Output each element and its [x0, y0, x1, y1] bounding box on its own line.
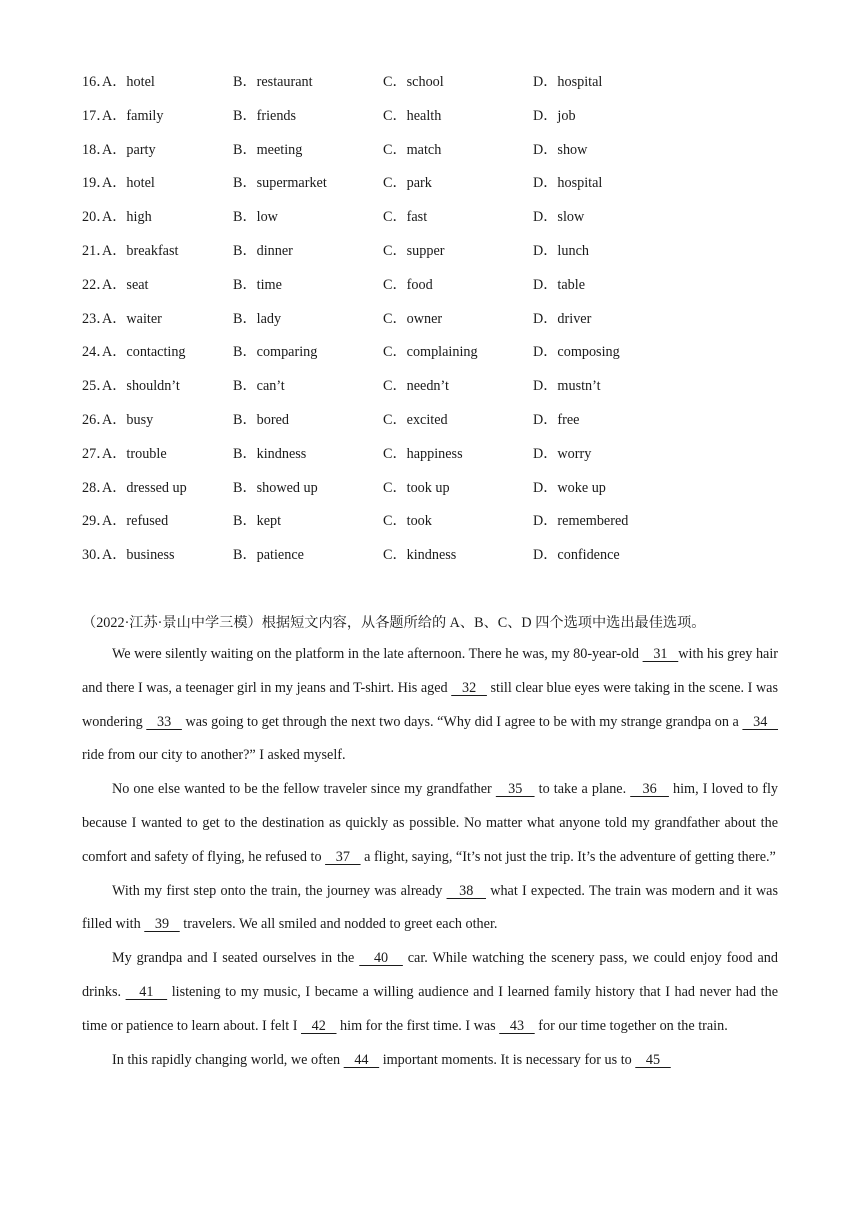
option-b: B．time	[233, 276, 282, 293]
blank-number: 31	[642, 646, 679, 662]
option-b: B．restaurant	[233, 74, 313, 90]
option-c: C．happiness	[383, 445, 463, 462]
option-c: C．match	[383, 141, 442, 158]
blank-number: 39	[144, 916, 180, 933]
text-segment: We were silently waiting on the platform in the late afternoon. There he was, my 80-year-old	[112, 646, 643, 662]
text-segment: what I expected. The train was modern and it was filled with	[82, 882, 779, 933]
question-number: 18．	[82, 141, 111, 158]
option-a: A．seat	[102, 276, 149, 293]
text-segment: ride from our city to another?” I asked myself.	[82, 747, 346, 764]
blank-number: 44	[343, 1051, 380, 1068]
text-segment: In this rapidly changing world, we often	[112, 1051, 344, 1068]
question-number: 26．	[82, 411, 111, 428]
question-row	[82, 309, 782, 343]
option-b: B．comparing	[233, 344, 318, 361]
text-segment: With my first step onto the train, the journey was already	[112, 882, 447, 899]
option-d: D．hospital	[533, 74, 603, 90]
question-row	[82, 511, 782, 545]
option-a: A．breakfast	[102, 242, 179, 259]
option-a: A．hotel	[102, 175, 155, 192]
text-segment: listening to my music, I became a willing audience and I learned family history that I had never had the time or patience to learn about. I felt I	[82, 983, 779, 1034]
option-b: B．kept	[233, 513, 282, 530]
option-b: B．friends	[233, 107, 297, 124]
question-row	[82, 478, 782, 512]
option-d: D．worry	[533, 445, 592, 462]
option-c: C．supper	[383, 242, 445, 259]
question-number: 29．	[82, 513, 111, 530]
option-c: C．park	[383, 175, 432, 192]
option-c: C．kindness	[383, 547, 457, 564]
text-segment: No one else wanted to be the fellow traveler since my grandfather	[112, 781, 496, 798]
blank-number: 40	[359, 950, 403, 967]
question-number: 21．	[82, 242, 111, 259]
text-segment: him, I loved to fly because I wanted to get to the destination as quickly as possible. No matter what anyone told my grandfather about the comfort and safety of flying, he refused to	[82, 781, 779, 865]
question-row	[82, 140, 782, 174]
option-c: C．needn’t	[383, 378, 449, 395]
option-b: B．can’t	[233, 378, 285, 395]
blank-number: 45	[635, 1051, 671, 1068]
blank-number: 36	[630, 781, 669, 798]
option-a: A．hotel	[102, 74, 155, 90]
option-a: A．refused	[102, 513, 169, 530]
option-c: C．took up	[383, 479, 450, 496]
question-row	[82, 72, 782, 106]
option-c: C．fast	[383, 209, 428, 226]
option-a: A．contacting	[102, 344, 186, 361]
question-number: 20．	[82, 209, 111, 226]
question-row	[82, 275, 782, 309]
blank-number: 41	[125, 983, 168, 1000]
option-b: B．showed up	[233, 479, 318, 496]
option-d: D．show	[533, 141, 588, 158]
option-b: B．dinner	[233, 242, 293, 259]
option-d: D．hospital	[533, 175, 603, 192]
question-row	[82, 241, 782, 275]
option-d: D．mustn’t	[533, 378, 601, 395]
option-d: D．composing	[533, 344, 620, 361]
option-b: B．patience	[233, 547, 304, 564]
question-row	[82, 376, 782, 410]
paragraph	[82, 875, 778, 943]
question-row	[82, 410, 782, 444]
question-number: 19．	[82, 175, 111, 192]
text-segment: was going to get through the next two days. “Why did I agree to be with my strange grandpa on a	[181, 713, 743, 730]
option-a: A．party	[102, 141, 156, 158]
option-b: B．kindness	[233, 445, 307, 462]
blank-number: 37	[325, 848, 361, 865]
text-segment: still clear blue eyes were taking in the scene. I was wondering	[82, 679, 779, 730]
question-number: 30．	[82, 547, 111, 564]
option-a: A．business	[102, 547, 175, 564]
text-segment: to take a plane.	[534, 781, 631, 798]
blank-number: 42	[301, 1017, 337, 1034]
blank-number: 32	[451, 679, 487, 696]
option-b: B．bored	[233, 411, 289, 428]
option-a: A．dressed up	[102, 479, 187, 496]
option-b: B．meeting	[233, 141, 303, 158]
option-d: D．lunch	[533, 242, 589, 259]
option-d: D．free	[533, 411, 580, 428]
options-table	[82, 72, 782, 579]
option-d: D．slow	[533, 209, 585, 226]
text-segment: with his grey hair and there I was, a teenager girl in my jeans and T-shirt. His aged	[82, 646, 779, 696]
blank-number: 33	[146, 713, 182, 730]
option-d: D．confidence	[533, 547, 620, 564]
blank-number: 35	[495, 781, 535, 798]
text-segment: a flight, saying, “It’s not just the trip. It’s the adventure of getting there.”	[360, 848, 776, 865]
blank-number: 38	[446, 882, 486, 899]
question-row	[82, 173, 782, 207]
option-b: B．supermarket	[233, 175, 327, 192]
question-row	[82, 545, 782, 579]
text-segment: for our time together on the train.	[534, 1017, 728, 1034]
question-row	[82, 342, 782, 376]
option-c: C．owner	[383, 310, 443, 327]
option-b: B．low	[233, 209, 278, 226]
option-b: B．lady	[233, 310, 282, 327]
option-c: C．health	[383, 107, 442, 124]
option-c: C．took	[383, 513, 432, 530]
option-a: A．waiter	[102, 310, 162, 327]
paragraph	[82, 638, 778, 773]
question-number: 27．	[82, 445, 111, 462]
passage-body	[82, 638, 778, 1077]
paragraph	[82, 942, 778, 1043]
text-segment: My grandpa and I seated ourselves in the	[112, 950, 360, 967]
option-d: D．remembered	[533, 513, 629, 530]
question-number: 28．	[82, 479, 111, 496]
option-c: C．food	[383, 276, 433, 293]
question-number: 17．	[82, 107, 111, 124]
section-heading: （2022·江苏·景山中学三模）根据短文内容，从各题所给的 A、B、C、D 四个选项中选出最佳选项。	[82, 615, 706, 631]
option-d: D．woke up	[533, 479, 606, 496]
option-a: A．busy	[102, 411, 154, 428]
option-a: A．family	[102, 107, 164, 124]
option-c: C．excited	[383, 411, 448, 428]
passage	[82, 611, 778, 1077]
option-c: C．complaining	[383, 344, 478, 361]
text-segment: him for the first time. I was	[336, 1017, 500, 1034]
option-a: A．trouble	[102, 445, 167, 462]
option-d: D．driver	[533, 310, 592, 327]
blank-number: 34	[742, 713, 779, 730]
text-segment: important moments. It is necessary for us to	[379, 1051, 636, 1068]
paragraph	[82, 1044, 778, 1078]
question-number: 24．	[82, 344, 111, 361]
question-number: 22．	[82, 276, 111, 293]
text-segment: travelers. We all smiled and nodded to greet each other.	[179, 916, 498, 933]
option-a: A．shouldn’t	[102, 378, 180, 395]
question-number: 25．	[82, 378, 111, 395]
question-number: 23．	[82, 310, 111, 327]
blank-number: 43	[499, 1017, 535, 1034]
question-number: 16．	[82, 74, 111, 90]
option-a: A．high	[102, 209, 152, 226]
question-row	[82, 106, 782, 140]
question-row	[82, 444, 782, 478]
option-d: D．job	[533, 107, 576, 124]
option-c: C．school	[383, 74, 444, 90]
text-segment: car. While watching the scenery pass, we could enjoy food and drinks.	[82, 950, 778, 1000]
paragraph	[82, 773, 778, 874]
question-row	[82, 207, 782, 241]
option-d: D．table	[533, 276, 586, 293]
